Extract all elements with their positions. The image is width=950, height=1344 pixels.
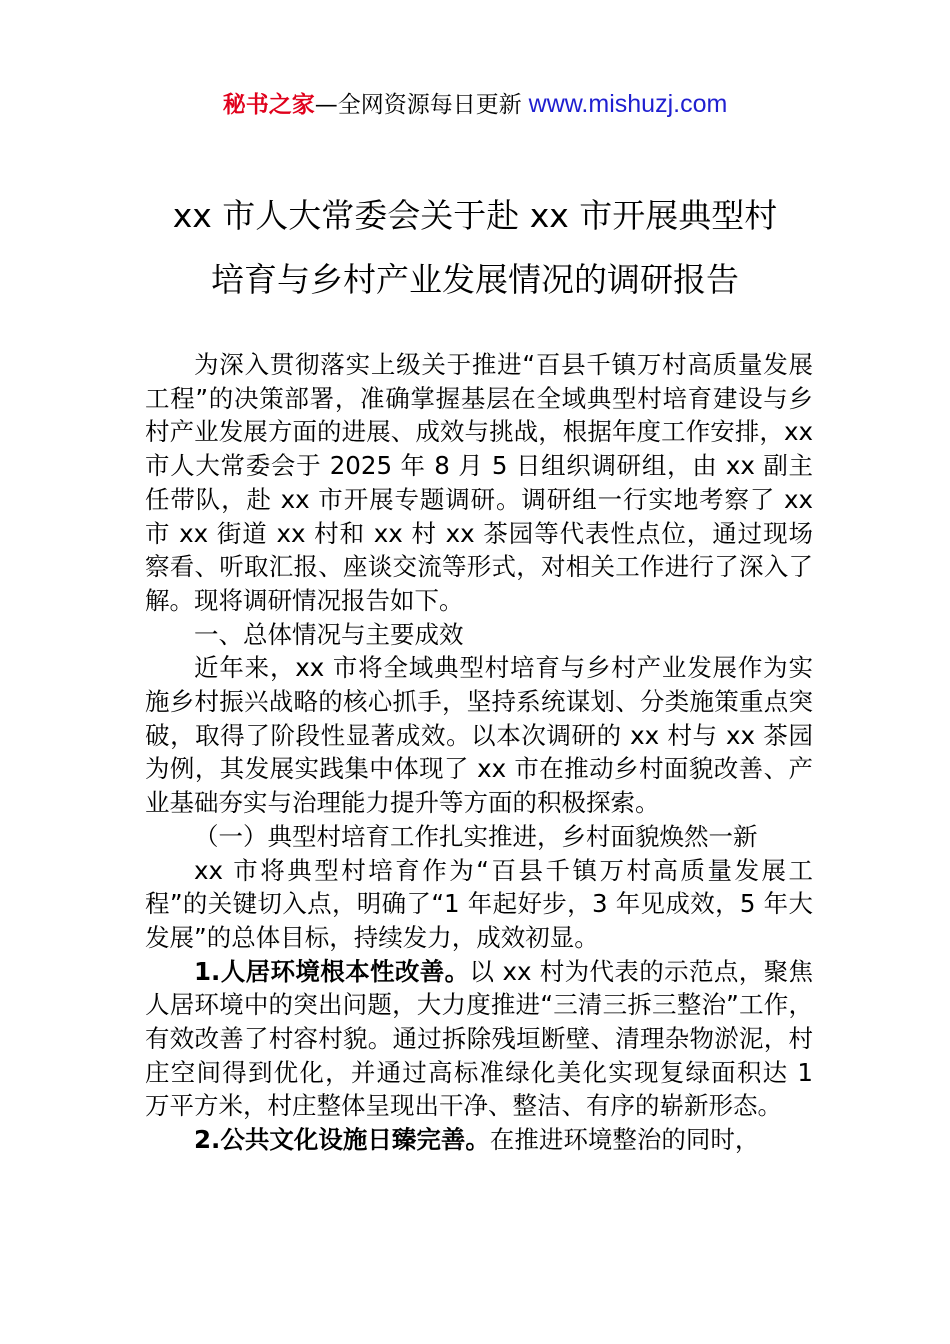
- document-title-line-1: xx 市人大常委会关于赴 xx 市开展典型村: [172, 196, 778, 235]
- point-lead-1: 1.人居环境根本性改善。: [194, 956, 470, 986]
- document-title-line-2: 培育与乡村产业发展情况的调研报告: [211, 260, 739, 299]
- document-body: [145, 348, 813, 1157]
- overview-paragraph: 近年来，xx 市将全域典型村培育与乡村产业发展作为实施乡村振兴战略的核心抓手，坚持系统谋划、分类施策重点突破，取得了阶段性显著成效。以本次调研的 xx 村与 xx 茶园为例，其发展实践集中体现了 xx 市在推动乡村面貌改善、产业基础夯实与治理能力提升等方面的积极探索。: [145, 653, 813, 818]
- site-brand: 秘书之家: [222, 92, 315, 118]
- point-text-1: 以 xx 村为代表的示范点，聚焦人居环境中的突出问题，大力度推进“三清三拆三整治”工作，有效改善了村容村貌。通过拆除残垣断壁、清理杂物淤泥，村庄空间得到优化，并通过高标准绿化美化实现复绿面积达 1 万平方米，村庄整体呈现出干净、整洁、有序的崭新形态。: [145, 956, 813, 1121]
- site-header: [0, 86, 950, 123]
- point-paragraph-2: [145, 1123, 813, 1157]
- site-tagline: —全网资源每日更新: [314, 92, 522, 118]
- point-text-2: 在推进环境整治的同时，: [489, 1125, 760, 1155]
- subsection-paragraph: xx 市将典型村培育作为“百县千镇万村高质量发展工程”的关键切入点，明确了“1 年起好步，3 年见成效，5 年大发展”的总体目标，持续发力，成效初显。: [145, 855, 813, 952]
- subsection-heading-1: （一）典型村培育工作扎实推进，乡村面貌焕然一新: [194, 821, 758, 851]
- point-paragraph-1: [145, 955, 813, 1124]
- document-title: [0, 184, 950, 312]
- section-heading-1: 一、总体情况与主要成效: [194, 619, 464, 649]
- intro-paragraph: 为深入贯彻落实上级关于推进“百县千镇万村高质量发展工程”的决策部署，准确掌握基层在全域典型村培育建设与乡村产业发展方面的进展、成效与挑战，根据年度工作安排，xx 市人大常委会于 2025 年 8 月 5 日组织调研组，由 xx 副主任带队，赴 xx 市开展专题调研。调研组一行实地考察了 xx 市 xx 街道 xx 村和 xx 村 xx 茶园等代表性点位，通过现场察看、听取汇报、座谈交流等形式，对相关工作进行了深入了解。现将调研情况报告如下。: [145, 350, 813, 615]
- site-url-link[interactable]: www.mishuzj.com: [521, 90, 728, 118]
- point-lead-2: 2.公共文化设施日臻完善。: [194, 1125, 490, 1155]
